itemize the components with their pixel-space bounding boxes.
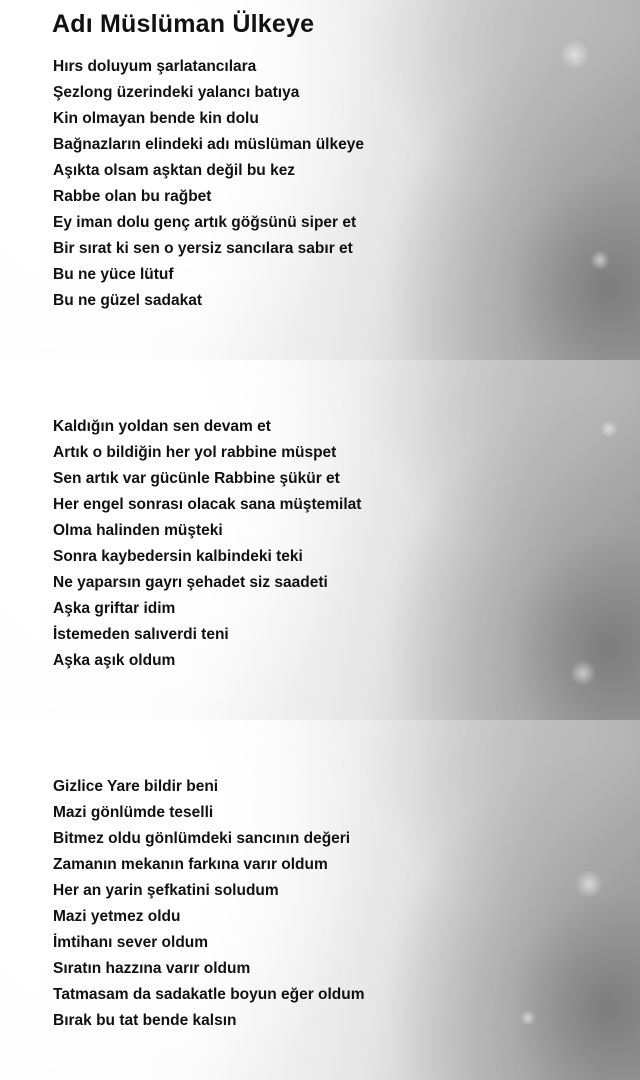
- poem-line: Gizlice Yare bildir beni: [53, 778, 219, 795]
- poem-line: Bir sırat ki sen o yersiz sancılara sabır et: [53, 240, 353, 257]
- poem-line: Bu ne yüce lütuf: [53, 266, 174, 283]
- poem-panel-1: [0, 0, 640, 360]
- poem-line: Hırs doluyum şarlatancılara: [53, 58, 257, 75]
- poem-line: Sonra kaybedersin kalbindeki teki: [53, 548, 303, 565]
- poem-line: Sıratın hazzına varır oldum: [53, 960, 251, 977]
- poem-line: Olma halinden müşteki: [53, 522, 223, 539]
- poem-line: Tatmasam da sadakatle boyun eğer oldum: [53, 986, 365, 1003]
- poem-line: Aşka griftar idim: [53, 600, 176, 617]
- poem-line: Şezlong üzerindeki yalancı batıya: [53, 84, 300, 101]
- poem-line: İmtihanı sever oldum: [53, 934, 209, 951]
- poem-line: Her an yarin şefkatini soludum: [53, 882, 279, 899]
- poem-panel-3: [0, 720, 640, 1080]
- poem-line: Mazi gönlümde teselli: [53, 804, 214, 821]
- poem-line: Her engel sonrası olacak sana müştemilat: [53, 496, 362, 513]
- poem-line: Kaldığın yoldan sen devam et: [53, 418, 271, 435]
- poem-line: Aşka aşık oldum: [53, 652, 176, 669]
- poem-line: Ey iman dolu genç artık göğsünü siper et: [53, 214, 357, 231]
- poem-line: Artık o bildiğin her yol rabbine müspet: [53, 444, 337, 461]
- poem-title: Adı Müslüman Ülkeye: [52, 10, 315, 38]
- poem-line: Zamanın mekanın farkına varır oldum: [53, 856, 328, 873]
- stanza-1: [53, 54, 364, 314]
- poem-line: İstemeden salıverdi teni: [53, 626, 229, 643]
- poem-line: Aşıkta olsam aşktan değil bu kez: [53, 162, 296, 179]
- poem-panel-2: [0, 360, 640, 720]
- stanza-3: [53, 774, 365, 1034]
- poem-line: Rabbe olan bu rağbet: [53, 188, 212, 205]
- stanza-2: [53, 414, 361, 674]
- poem-line: Bitmez oldu gönlümdeki sancının değeri: [53, 830, 351, 847]
- poem-line: Sen artık var gücünle Rabbine şükür et: [53, 470, 340, 487]
- poem-line: Bu ne güzel sadakat: [53, 292, 203, 309]
- poem-line: Bağnazların elindeki adı müslüman ülkeye: [53, 136, 364, 153]
- poem-line: Mazi yetmez oldu: [53, 908, 181, 925]
- poem-line: Ne yaparsın gayrı şehadet siz saadeti: [53, 574, 328, 591]
- poem-line: Bırak bu tat bende kalsın: [53, 1012, 237, 1029]
- poem-line: Kin olmayan bende kin dolu: [53, 110, 259, 127]
